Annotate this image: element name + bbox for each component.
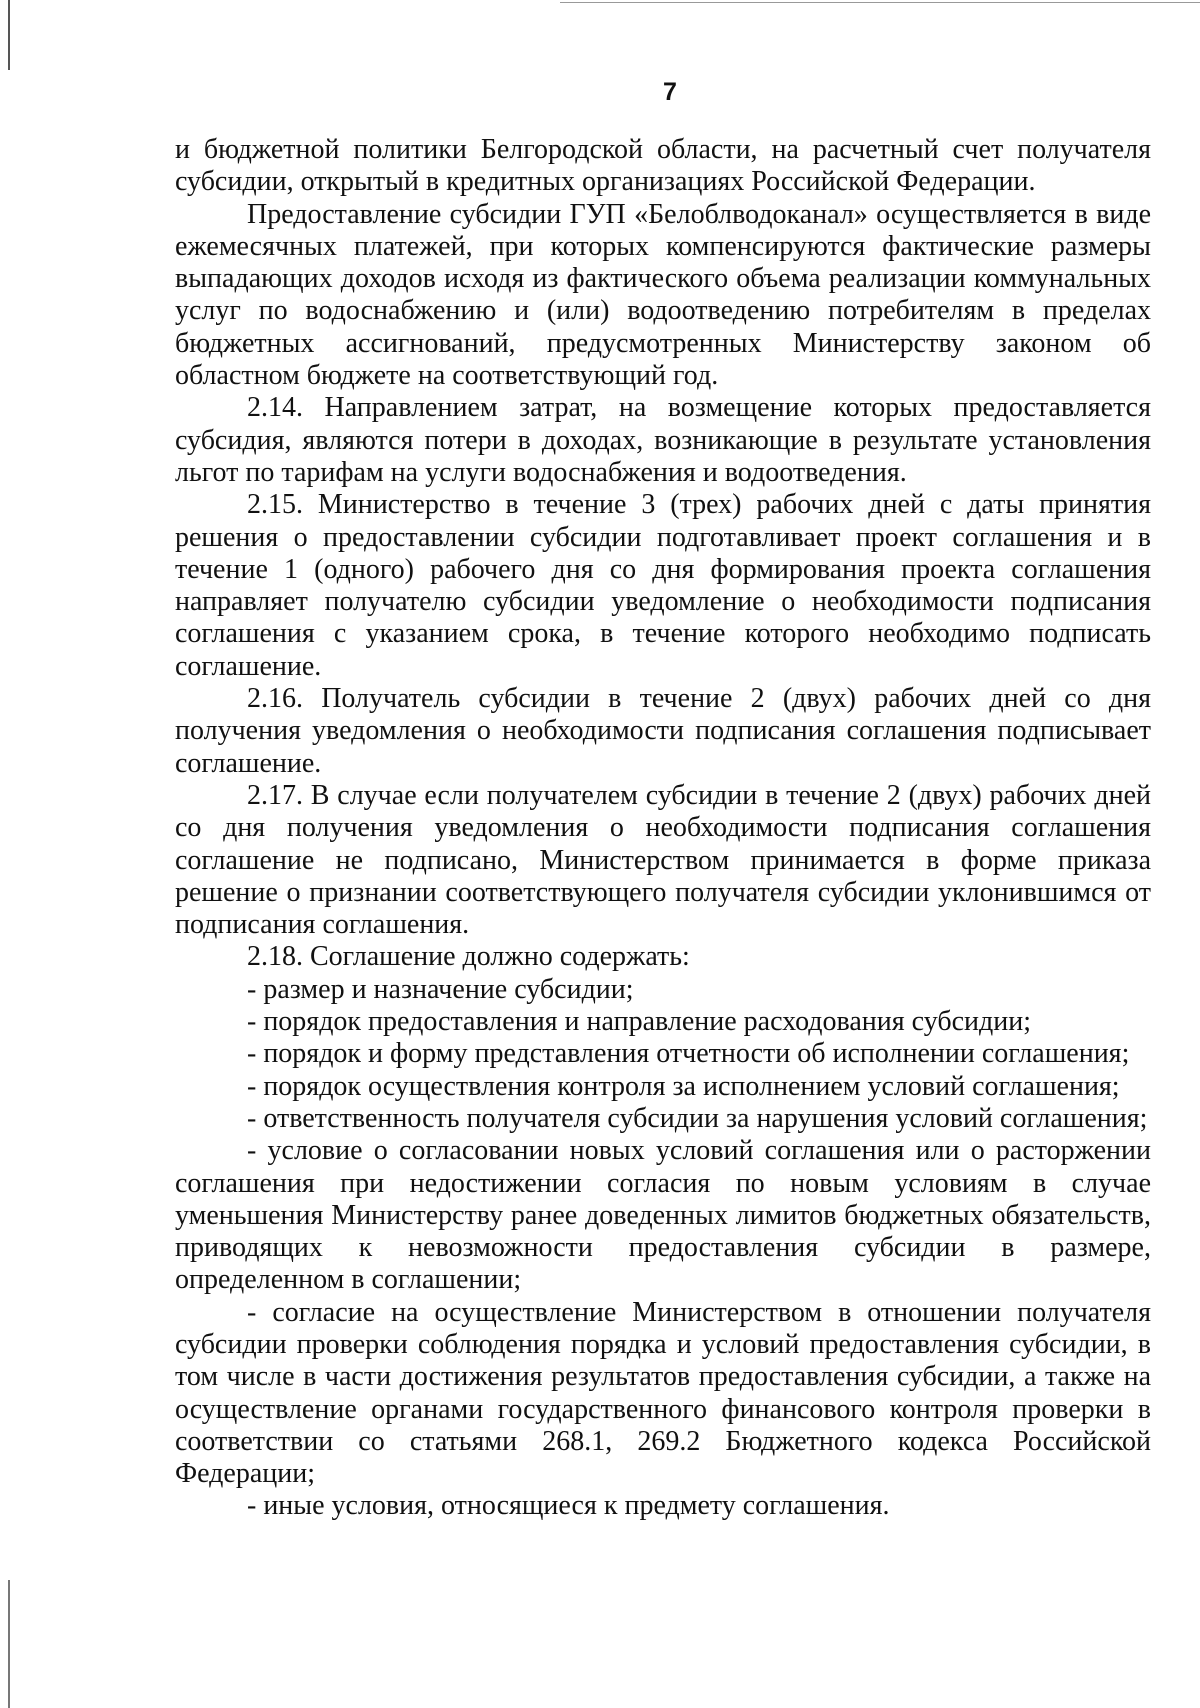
paragraph-2-17: 2.17. В случае если получателем субсидии в течение 2 (двух) рабочих дней со дня получения уведомления о необходимости подписания соглашения соглашение не подписано, Министерством принимается в форме приказа решение о признании соответствующего получателя субсидии уклонившимся от подписания соглашения.: [175, 779, 1151, 941]
paragraph-2-18: 2.18. Соглашение должно содержать:: [247, 941, 690, 973]
paragraph-2-14: 2.14. Направлением затрат, на возмещение которых предоставляется субсидия, являются потери в доходах, возникающие в результате установления льгот по тарифам на услуги водоснабжения и водоотведения.: [175, 392, 1151, 488]
paragraph-continuation: и бюджетной политики Белгородской области, на расчетный счет получателя субсидии, открытый в кредитных организациях Российской Федерации.: [175, 134, 1151, 198]
document-body: [175, 134, 1151, 1523]
list-item: - порядок предоставления и направление расходования субсидии;: [247, 1006, 1031, 1038]
scan-edge-mark: [8, 1580, 10, 1708]
list-item: - согласие на осуществление Министерством в отношении получателя субсидии проверки соблюдения порядка и условий предоставления субсидии, в том числе в части достижения результатов предоставления субсидии, а также на осуществление органами государственного финансового контроля проверки в соответствии со статьями 268.1, 269.2 Бюджетного кодекса Российской Федерации;: [175, 1296, 1151, 1490]
paragraph-2-16: 2.16. Получатель субсидии в течение 2 (двух) рабочих дней со дня получения уведомления о необходимости подписания соглашения подписывает соглашение.: [175, 683, 1151, 779]
paragraph-subsidy-provision: Предоставление субсидии ГУП «Белоблводоканал» осуществляется в виде ежемесячных платежей, при которых компенсируются фактические размеры выпадающих доходов исходя из фактического объема реализации коммунальных услуг по водоснабжению и (или) водоотведению потребителям в пределах бюджетных ассигнований, предусмотренных Министерству законом об областном бюджете на соответствующий год.: [175, 198, 1151, 392]
list-item: - порядок осуществления контроля за исполнением условий соглашения;: [247, 1070, 1120, 1102]
list-item: - условие о согласовании новых условий соглашения или о расторжении соглашения при недостижении согласия по новым условиям в случае уменьшения Министерству ранее доведенных лимитов бюджетных обязательств, приводящих к невозможности предоставления субсидии в размере, определенном в соглашении;: [175, 1135, 1151, 1296]
page-number: 7: [663, 78, 677, 106]
list-item: - иные условия, относящиеся к предмету соглашения.: [247, 1490, 890, 1522]
list-item: - порядок и форму представления отчетности об исполнении соглашения;: [247, 1038, 1130, 1070]
list-item: - размер и назначение субсидии;: [247, 973, 634, 1005]
scan-edge-mark: [8, 0, 10, 70]
list-item: - ответственность получателя субсидии за нарушения условий соглашения;: [247, 1102, 1148, 1134]
paragraph-2-15: 2.15. Министерство в течение 3 (трех) рабочих дней с даты принятия решения о предоставлении субсидии подготавливает проект соглашения и в течение 1 (одного) рабочего дня со дня формирования проекта соглашения направляет получателю субсидии уведомление о необходимости подписания соглашения с указанием срока, в течение которого необходимо подписать соглашение.: [175, 489, 1151, 682]
scan-edge-mark: [560, 2, 1200, 3]
